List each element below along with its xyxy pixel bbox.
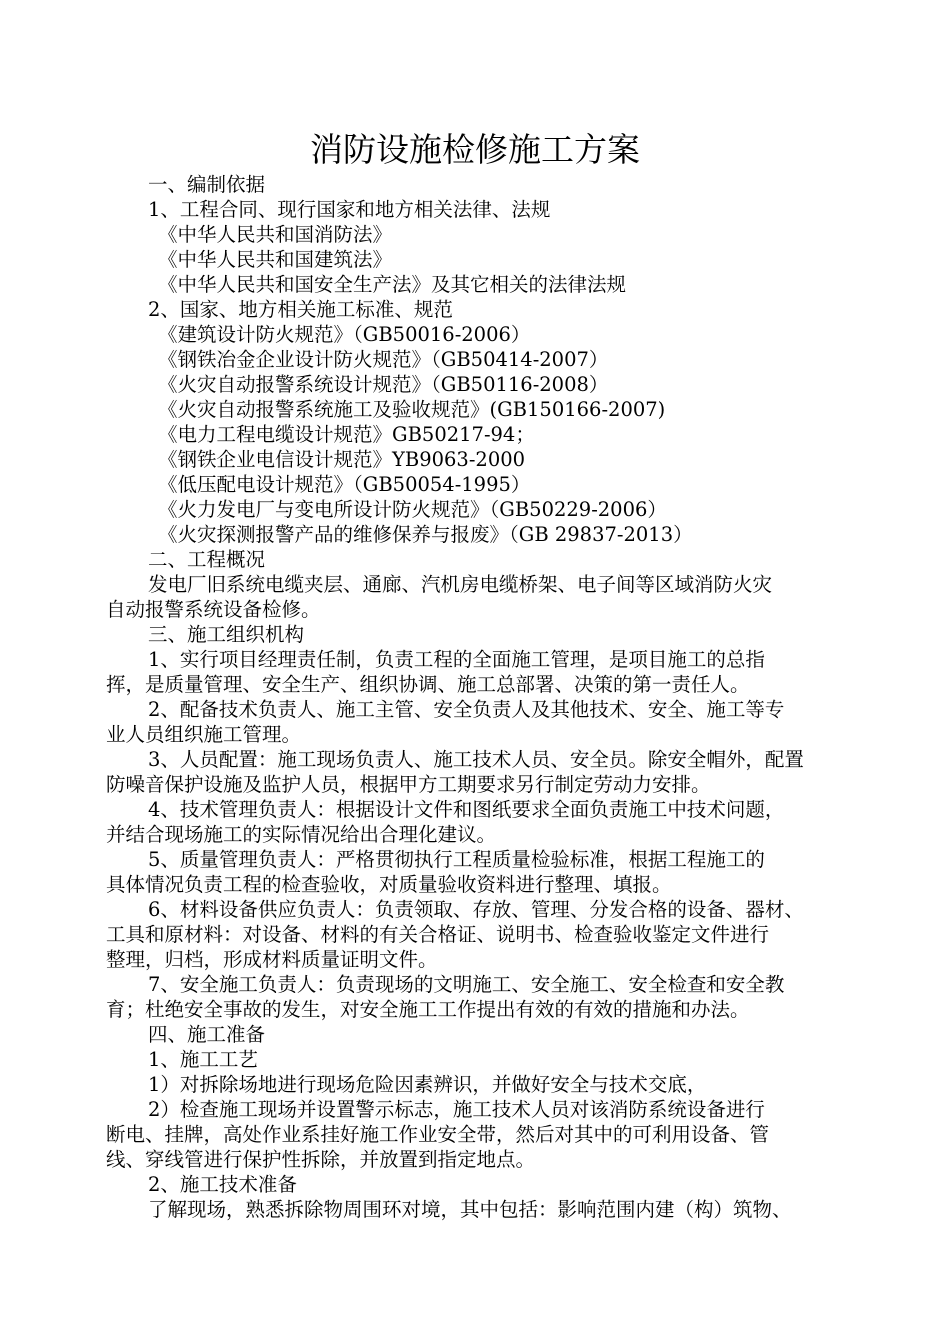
text-line: 4、技术管理负责人：根据设计文件和图纸要求全面负责施工中技术问题，	[148, 798, 785, 821]
text-line: 业人员组织施工管理。	[106, 723, 302, 746]
text-line: 1、实行项目经理责任制，负责工程的全面施工管理，是项目施工的总指	[148, 648, 765, 671]
text-line: 《火灾探测报警产品的维修保养与报废》（GB 29837-2013）	[158, 523, 693, 546]
text-line: 1）对拆除场地进行现场危险因素辨识，并做好安全与技术交底，	[148, 1073, 707, 1096]
document-title: 消防设施检修施工方案	[310, 130, 640, 169]
text-line: 三、施工组织机构	[148, 623, 305, 646]
text-line: 3、人员配置：施工现场负责人、施工技术人员、安全员。除安全帽外，配置	[148, 748, 804, 771]
text-line: 断电、挂牌，高处作业系挂好施工作业安全带，然后对其中的可利用设备、管	[106, 1123, 770, 1146]
text-line: 《钢铁企业电信设计规范》YB9063-2000	[158, 448, 526, 471]
text-line: 线、穿线管进行保护性拆除，并放置到指定地点。	[106, 1148, 536, 1171]
text-line: 发电厂旧系统电缆夹层、通廊、汽机房电缆桥架、电子间等区域消防火灾	[148, 573, 773, 596]
text-line: 《钢铁冶金企业设计防火规范》（GB50414-2007）	[158, 348, 609, 371]
text-line: 《火灾自动报警系统施工及验收规范》(GB150166-2007)	[158, 398, 666, 421]
text-line: 育；杜绝安全事故的发生，对安全施工工作提出有效的有效的措施和办法。	[106, 998, 750, 1021]
text-line: 自动报警系统设备检修。	[106, 598, 321, 621]
text-line: 2）检查施工现场并设置警示标志，施工技术人员对该消防系统设备进行	[148, 1098, 765, 1121]
text-line: 2、配备技术负责人、施工主管、安全负责人及其他技术、安全、施工等专	[148, 698, 785, 721]
text-line: 1、施工工艺	[148, 1048, 258, 1071]
text-line: 《电力工程电缆设计规范》GB50217-94；	[158, 423, 535, 446]
text-line: 了解现场，熟悉拆除物周围环对境，其中包括：影响范围内建（构）筑物、	[148, 1198, 792, 1221]
text-line: 《低压配电设计规范》（GB50054-1995）	[158, 473, 531, 496]
text-line: 整理，归档，形成材料质量证明文件。	[106, 948, 438, 971]
text-line: 一、编制依据	[148, 173, 266, 196]
text-line: 6、材料设备供应负责人：负责领取、存放、管理、分发合格的设备、器材、	[148, 898, 804, 921]
text-line: 《火力发电厂与变电所设计防火规范》（GB50229-2006）	[158, 498, 667, 521]
text-line: 2、施工技术准备	[148, 1173, 297, 1196]
document-body	[106, 172, 848, 1222]
text-line: 2、国家、地方相关施工标准、规范	[148, 298, 453, 321]
text-line: 《火灾自动报警系统设计规范》（GB50116-2008）	[158, 373, 609, 396]
text-line: 1、工程合同、现行国家和地方相关法律、法规	[148, 198, 551, 221]
text-line: 《中华人民共和国消防法》	[158, 223, 393, 246]
text-line: 并结合现场施工的实际情况给出合理化建议。	[106, 823, 497, 846]
text-line: 防噪音保护设施及监护人员，根据甲方工期要求另行制定劳动力安排。	[106, 773, 711, 796]
text-line: 具体情况负责工程的检查验收，对质量验收资料进行整理、填报。	[106, 873, 672, 896]
text-line: 二、工程概况	[148, 548, 266, 571]
text-line: 《中华人民共和国安全生产法》及其它相关的法律法规	[158, 273, 627, 296]
text-line: 四、施工准备	[148, 1023, 266, 1046]
text-line: 《建筑设计防火规范》（GB50016-2006）	[158, 323, 531, 346]
text-line: 《中华人民共和国建筑法》	[158, 248, 393, 271]
text-line: 挥，是质量管理、安全生产、组织协调、施工总部署、决策的第一责任人。	[106, 673, 750, 696]
text-line: 7、安全施工负责人：负责现场的文明施工、安全施工、安全检查和安全教	[148, 973, 785, 996]
text-line: 5、质量管理负责人：严格贯彻执行工程质量检验标准，根据工程施工的	[148, 848, 765, 871]
text-line: 工具和原材料：对设备、材料的有关合格证、说明书、检查验收鉴定文件进行	[106, 923, 770, 946]
